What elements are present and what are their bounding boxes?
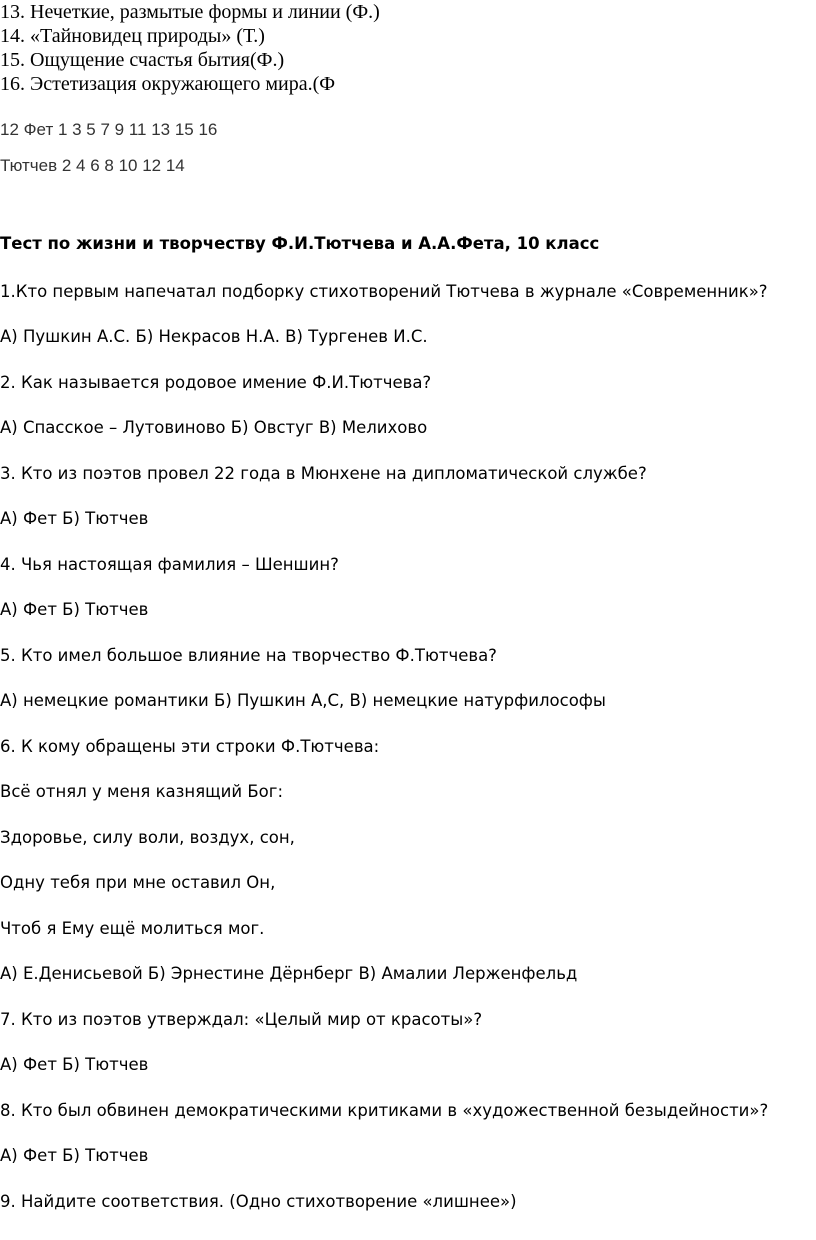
test-title: Тест по жизни и творчеству Ф.И.Тютчева и А.А.Фета, 10 класс: [0, 234, 600, 253]
question-4: 4. Чья настоящая фамилия – Шеншин?: [0, 555, 339, 574]
answer-options-1: А) Пушкин А.С. Б) Некрасов Н.А. В) Тургенев И.С.: [0, 327, 428, 346]
answer-options-2: А) Спасское – Лутовиново Б) Овстуг В) Мелихово: [0, 418, 428, 437]
question-2: 2. Как называется родовое имение Ф.И.Тютчева?: [0, 373, 432, 392]
answer-options-4: А) Фет Б) Тютчев: [0, 600, 149, 619]
question-9: 9. Найдите соответствия. (Одно стихотворение «лишнее»): [0, 1192, 517, 1211]
question-7: 7. Кто из поэтов утверждал: «Целый мир от красоты»?: [0, 1010, 483, 1029]
criteria-item-14: 14. «Тайновидец природы» (Т.): [0, 25, 265, 47]
answer-options-5: А) немецкие романтики Б) Пушкин А,С, В) немецкие натурфилософы: [0, 691, 606, 710]
poem-line-4: Чтоб я Ему ещё молиться мог.: [0, 919, 265, 938]
answer-key-tyutchev: Тютчев 2 4 6 8 10 12 14: [0, 156, 185, 175]
answer-options-8: А) Фет Б) Тютчев: [0, 1146, 149, 1165]
criteria-list: [0, 0, 380, 96]
question-6: 6. К кому обращены эти строки Ф.Тютчева:: [0, 737, 380, 756]
poem-line-1: Всё отнял у меня казнящий Бог:: [0, 782, 284, 801]
question-5: 5. Кто имел большое влияние на творчество Ф.Тютчева?: [0, 646, 497, 665]
criteria-item-13: 13. Нечеткие, размытые формы и линии (Ф.): [0, 1, 380, 23]
answer-options-6: А) Е.Денисьевой Б) Эрнестине Дёрнберг В) Амалии Лерженфельд: [0, 964, 578, 983]
poem-line-3: Одну тебя при мне оставил Он,: [0, 873, 276, 892]
question-3: 3. Кто из поэтов провел 22 года в Мюнхене на дипломатической службе?: [0, 464, 647, 483]
answer-key-fet: 12 Фет 1 3 5 7 9 11 13 15 16: [0, 120, 218, 139]
question-8: 8. Кто был обвинен демократическими критиками в «художественной безыдейности»?: [0, 1101, 769, 1120]
criteria-item-15: 15. Ощущение счастья бытия(Ф.): [0, 49, 285, 71]
question-1: 1.Кто первым напечатал подборку стихотворений Тютчева в журнале «Современник»?: [0, 282, 768, 301]
answer-options-7: А) Фет Б) Тютчев: [0, 1055, 149, 1074]
criteria-item-16: 16. Эстетизация окружающего мира.(Ф: [0, 73, 336, 95]
answer-options-3: А) Фет Б) Тютчев: [0, 509, 149, 528]
poem-line-2: Здоровье, силу воли, воздух, сон,: [0, 828, 295, 847]
